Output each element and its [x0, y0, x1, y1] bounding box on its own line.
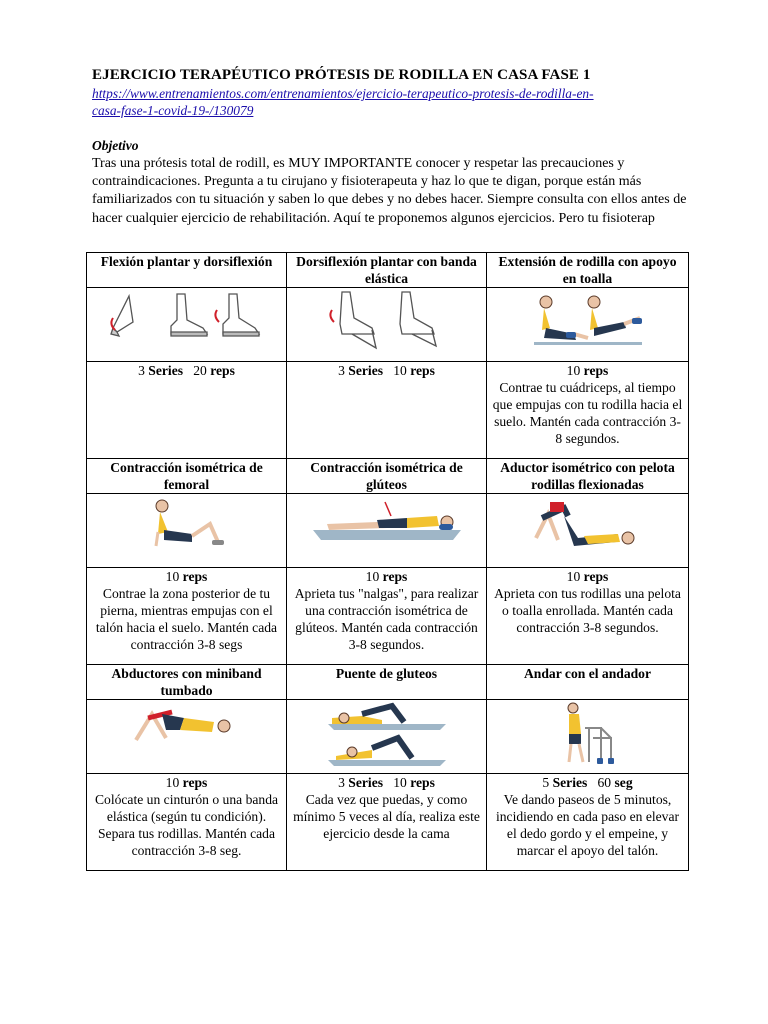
exercise-description: Aprieta con tus rodillas una pelota o toalla enrollada. Mantén cada contracción 3-8 segundos.	[494, 586, 681, 635]
exercise-image-row	[87, 494, 689, 568]
exercise-title-row	[87, 253, 689, 288]
ankle-flexion-illustration	[107, 288, 267, 348]
exercise-dosage: 5 Series 60 seg	[542, 775, 633, 790]
exercise-image-row	[87, 700, 689, 774]
exercise-image-cell	[87, 288, 287, 362]
exercise-dosage: 10 reps	[365, 569, 408, 584]
glute-bridge-illustration	[322, 700, 452, 768]
exercise-dosage: 10 reps	[566, 363, 609, 378]
source-link-line-1[interactable]: https://www.entrenamientos.com/entrenamientos/ejercicio-terapeutico-protesis-de-rodilla-en-	[92, 86, 594, 101]
exercise-description: Contrae la zona posterior de tu pierna, mientras empujas con el talón hacia el suelo. Mantén cada contracción 3-8 segs	[95, 586, 278, 652]
exercise-text-row	[87, 774, 689, 871]
exercise-description: Aprieta tus "nalgas", para realizar una contracción isométrica de glúteos. Mantén cada contracción 3-8 segundos.	[294, 586, 479, 652]
adductor-ball-illustration	[528, 494, 648, 556]
exercise-title: Abductores con miniband tumbado	[87, 665, 287, 700]
exercise-detail	[287, 568, 487, 665]
exercise-detail	[87, 362, 287, 459]
objective-text: Tras una prótesis total de rodill, es MUY IMPORTANTE conocer y respetar las precauciones y contraindicaciones. Pregunta a tu cirujano y fisioterapeuta y haz lo que te digan, porque están más familiarizados con tu situación y saben lo que debes y no debes hacer. Siempre consulta con ellos antes de hacer cualquier ejercicio de rehabilitación. Aquí te proponemos algunos ejercicios. Pero tu fisioterap	[92, 156, 687, 226]
exercise-dosage: 3 Series 20 reps	[138, 363, 235, 378]
exercise-title: Aductor isométrico con pelota rodillas flexionadas	[487, 459, 689, 494]
exercise-dosage: 3 Series 10 reps	[338, 363, 435, 378]
exercise-image-row	[87, 288, 689, 362]
exercise-title: Puente de gluteos	[287, 665, 487, 700]
exercise-image-cell	[87, 700, 287, 774]
exercise-table	[86, 252, 689, 871]
exercise-title-row	[87, 665, 689, 700]
exercise-title: Contracción isométrica de femoral	[87, 459, 287, 494]
exercise-title-row	[87, 459, 689, 494]
exercise-image-cell	[287, 288, 487, 362]
exercise-dosage: 3 Series 10 reps	[338, 775, 435, 790]
exercise-description: Contrae tu cuádriceps, al tiempo que empujas con tu rodilla hacia el suelo. Mantén cada contracción 3-8 segundos.	[492, 380, 683, 446]
exercise-title: Flexión plantar y dorsiflexión	[87, 253, 287, 288]
document-title: EJERCICIO TERAPÉUTICO PRÓTESIS DE RODILLA EN CASA FASE 1	[92, 67, 591, 83]
exercise-title: Dorsiflexión plantar con banda elástica	[287, 253, 487, 288]
exercise-detail	[287, 362, 487, 459]
exercise-description: Colócate un cinturón o una banda elástica (según tu condición). Separa tus rodillas. Mantén cada contracción 3-8 seg.	[94, 792, 279, 858]
exercise-title: Contracción isométrica de glúteos	[287, 459, 487, 494]
exercise-detail	[487, 774, 689, 871]
hamstring-isometric-illustration	[142, 494, 232, 550]
exercise-image-cell	[487, 494, 689, 568]
miniband-abductor-illustration	[132, 700, 242, 750]
band-dorsiflexion-illustration	[312, 288, 462, 350]
objective-heading: Objetivo	[92, 138, 139, 153]
exercise-detail	[487, 362, 689, 459]
exercise-image-cell	[87, 494, 287, 568]
exercise-detail	[87, 774, 287, 871]
exercise-text-row	[87, 362, 689, 459]
exercise-image-cell	[487, 700, 689, 774]
walker-walking-illustration	[553, 700, 623, 766]
exercise-detail	[487, 568, 689, 665]
knee-extension-illustration	[528, 288, 648, 350]
exercise-image-cell	[487, 288, 689, 362]
exercise-detail	[287, 774, 487, 871]
source-link-line-2[interactable]: casa-fase-1-covid-19-/130079	[92, 103, 254, 118]
exercise-image-cell	[287, 494, 487, 568]
glute-isometric-illustration	[307, 494, 467, 544]
exercise-title: Extensión de rodilla con apoyo en toalla	[487, 253, 689, 288]
exercise-dosage: 10 reps	[165, 569, 208, 584]
exercise-dosage: 10 reps	[566, 569, 609, 584]
exercise-title: Andar con el andador	[487, 665, 689, 700]
exercise-description: Cada vez que puedas, y como mínimo 5 veces al día, realiza este ejercicio desde la cama	[293, 792, 480, 841]
exercise-detail	[87, 568, 287, 665]
exercise-description: Ve dando paseos de 5 minutos, incidiendo en cada paso en elevar el dedo gordo y el empeine, y marcar el apoyo del talón.	[495, 792, 680, 858]
source-link[interactable]	[92, 85, 692, 119]
exercise-dosage: 10 reps	[165, 775, 208, 790]
document-header	[92, 66, 692, 228]
exercise-image-cell	[287, 700, 487, 774]
exercise-text-row	[87, 568, 689, 665]
